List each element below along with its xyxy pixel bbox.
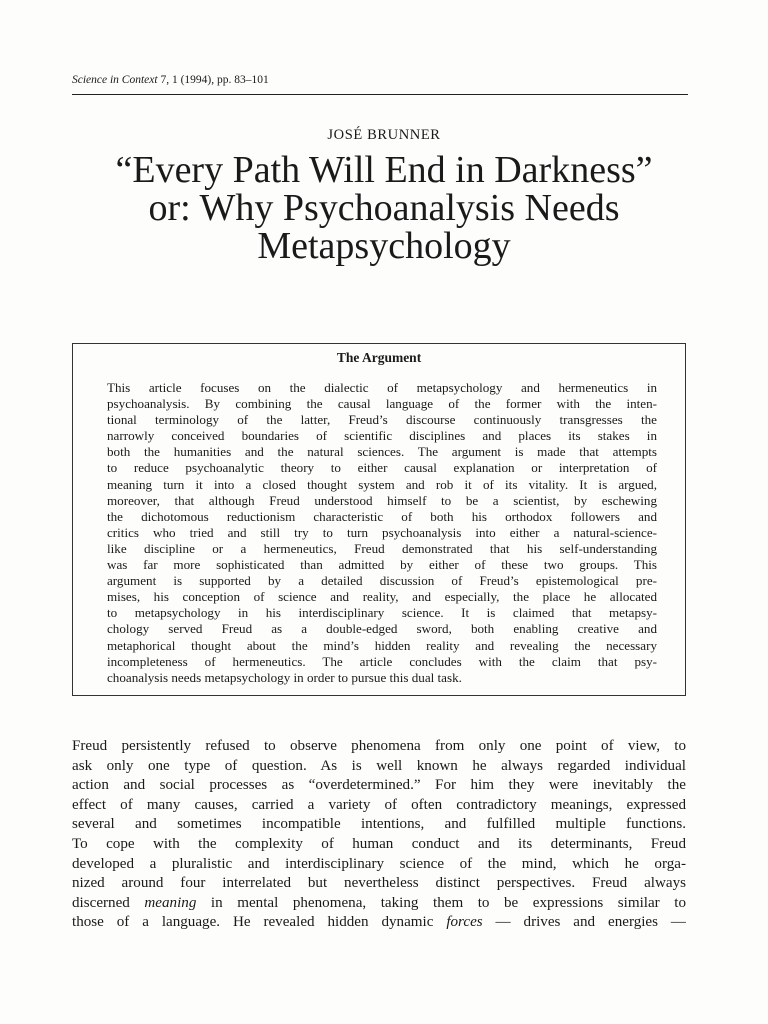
abstract-heading: The Argument xyxy=(336,350,422,365)
abstract-box xyxy=(72,343,686,696)
body-line xyxy=(72,894,686,914)
abstract-line: like discipline or a hermeneutics, Freud demonstrated that his self-understanding xyxy=(107,540,657,556)
body-line: To cope with the complexity of human conduct and its determinants, Freud xyxy=(72,835,686,852)
body-line: action and social processes as “overdetermined.” For him they were inevitably the xyxy=(72,777,686,794)
abstract-line: tional terminology of the latter, Freud’s discourse continuously transgresses the xyxy=(107,412,657,428)
title-line: Metapsychology xyxy=(257,225,511,267)
abstract-line: to reduce psychoanalytic theory to either causal explanation or interpretation of xyxy=(107,460,657,476)
journal-name: Science in Context xyxy=(72,74,158,86)
abstract-line: meaning turn it into a closed thought system and rob it of its vitality. It is argued, xyxy=(107,476,657,492)
body-line: Freud persistently refused to observe phenomena from only one point of view, to xyxy=(72,738,686,754)
emphasis-meaning: meaning xyxy=(144,894,197,911)
body-line: developed a pluralistic and interdisciplinary science of the mind, which he orga- xyxy=(72,855,686,872)
abstract-line: the dichotomous reductionism characteristic of both his orthodox followers and xyxy=(107,508,657,524)
citation-details: 7, 1 (1994), pp. 83–101 xyxy=(157,74,269,86)
abstract-line: chology served Freud as a double-edged sword, both enabling creative and xyxy=(107,621,657,637)
header-rule xyxy=(72,94,688,95)
abstract-line: was far more sophisticated than admitted by either of these two groups. This xyxy=(107,557,657,573)
body-text-run: in mental phenomena, taking them to be expressions similar to xyxy=(196,894,686,911)
abstract-line: metaphorical thought about the mind’s hidden reality and revealing the necessary xyxy=(107,637,657,653)
abstract-line: moreover, that although Freud understood himself to be a scientist, by eschewing xyxy=(107,492,657,508)
body-text-run: discerned xyxy=(72,894,145,911)
abstract-line: This article focuses on the dialectic of metapsychology and hermeneutics in xyxy=(107,380,657,395)
body-line: effect of many causes, carried a variety of often contradictory meanings, expressed xyxy=(72,796,686,813)
author-name: JOSÉ BRUNNER xyxy=(327,127,441,143)
abstract-line: incompleteness of hermeneutics. The article concludes with the claim that psy- xyxy=(107,653,657,669)
body-paragraph xyxy=(72,737,686,933)
article-title xyxy=(60,151,708,265)
abstract-line: narrowly conceived boundaries of scientific disciplines and places its stakes in xyxy=(107,428,657,444)
body-text-run: — drives and energies — xyxy=(482,914,686,931)
abstract-line: mises, his conception of science and reality, and especially, the place he allocated xyxy=(107,589,657,605)
abstract-line: to metapsychology in his interdisciplinary science. It is claimed that metapsy- xyxy=(107,605,657,621)
abstract-line: critics who tried and still try to turn psychoanalysis into either a natural-science- xyxy=(107,524,657,540)
abstract-line: psychoanalysis. By combining the causal language of the former with the inten- xyxy=(107,396,657,412)
body-line: several and sometimes incompatible intentions, and fulfilled multiple functions. xyxy=(72,816,686,833)
journal-citation xyxy=(72,74,269,86)
body-text-run: those of a language. He revealed hidden dynamic xyxy=(72,914,447,931)
body-line: ask only one type of question. As is well known he always regarded individual xyxy=(72,757,686,774)
body-line xyxy=(72,913,686,933)
title-line: or: Why Psychoanalysis Needs xyxy=(148,187,620,229)
body-line: nized around four interrelated but nevertheless distinct perspectives. Freud always xyxy=(72,875,686,892)
abstract-line: argument is supported by a detailed discussion of Freud’s epistemological pre- xyxy=(107,573,657,589)
title-line: “Every Path Will End in Darkness” xyxy=(115,149,653,191)
abstract-line: choanalysis needs metapsychology in order to pursue this dual task. xyxy=(107,669,462,685)
emphasis-forces: forces xyxy=(446,914,483,931)
abstract-text xyxy=(107,380,657,686)
abstract-line: both the humanities and the natural sciences. The argument is made that attempts xyxy=(107,444,657,460)
